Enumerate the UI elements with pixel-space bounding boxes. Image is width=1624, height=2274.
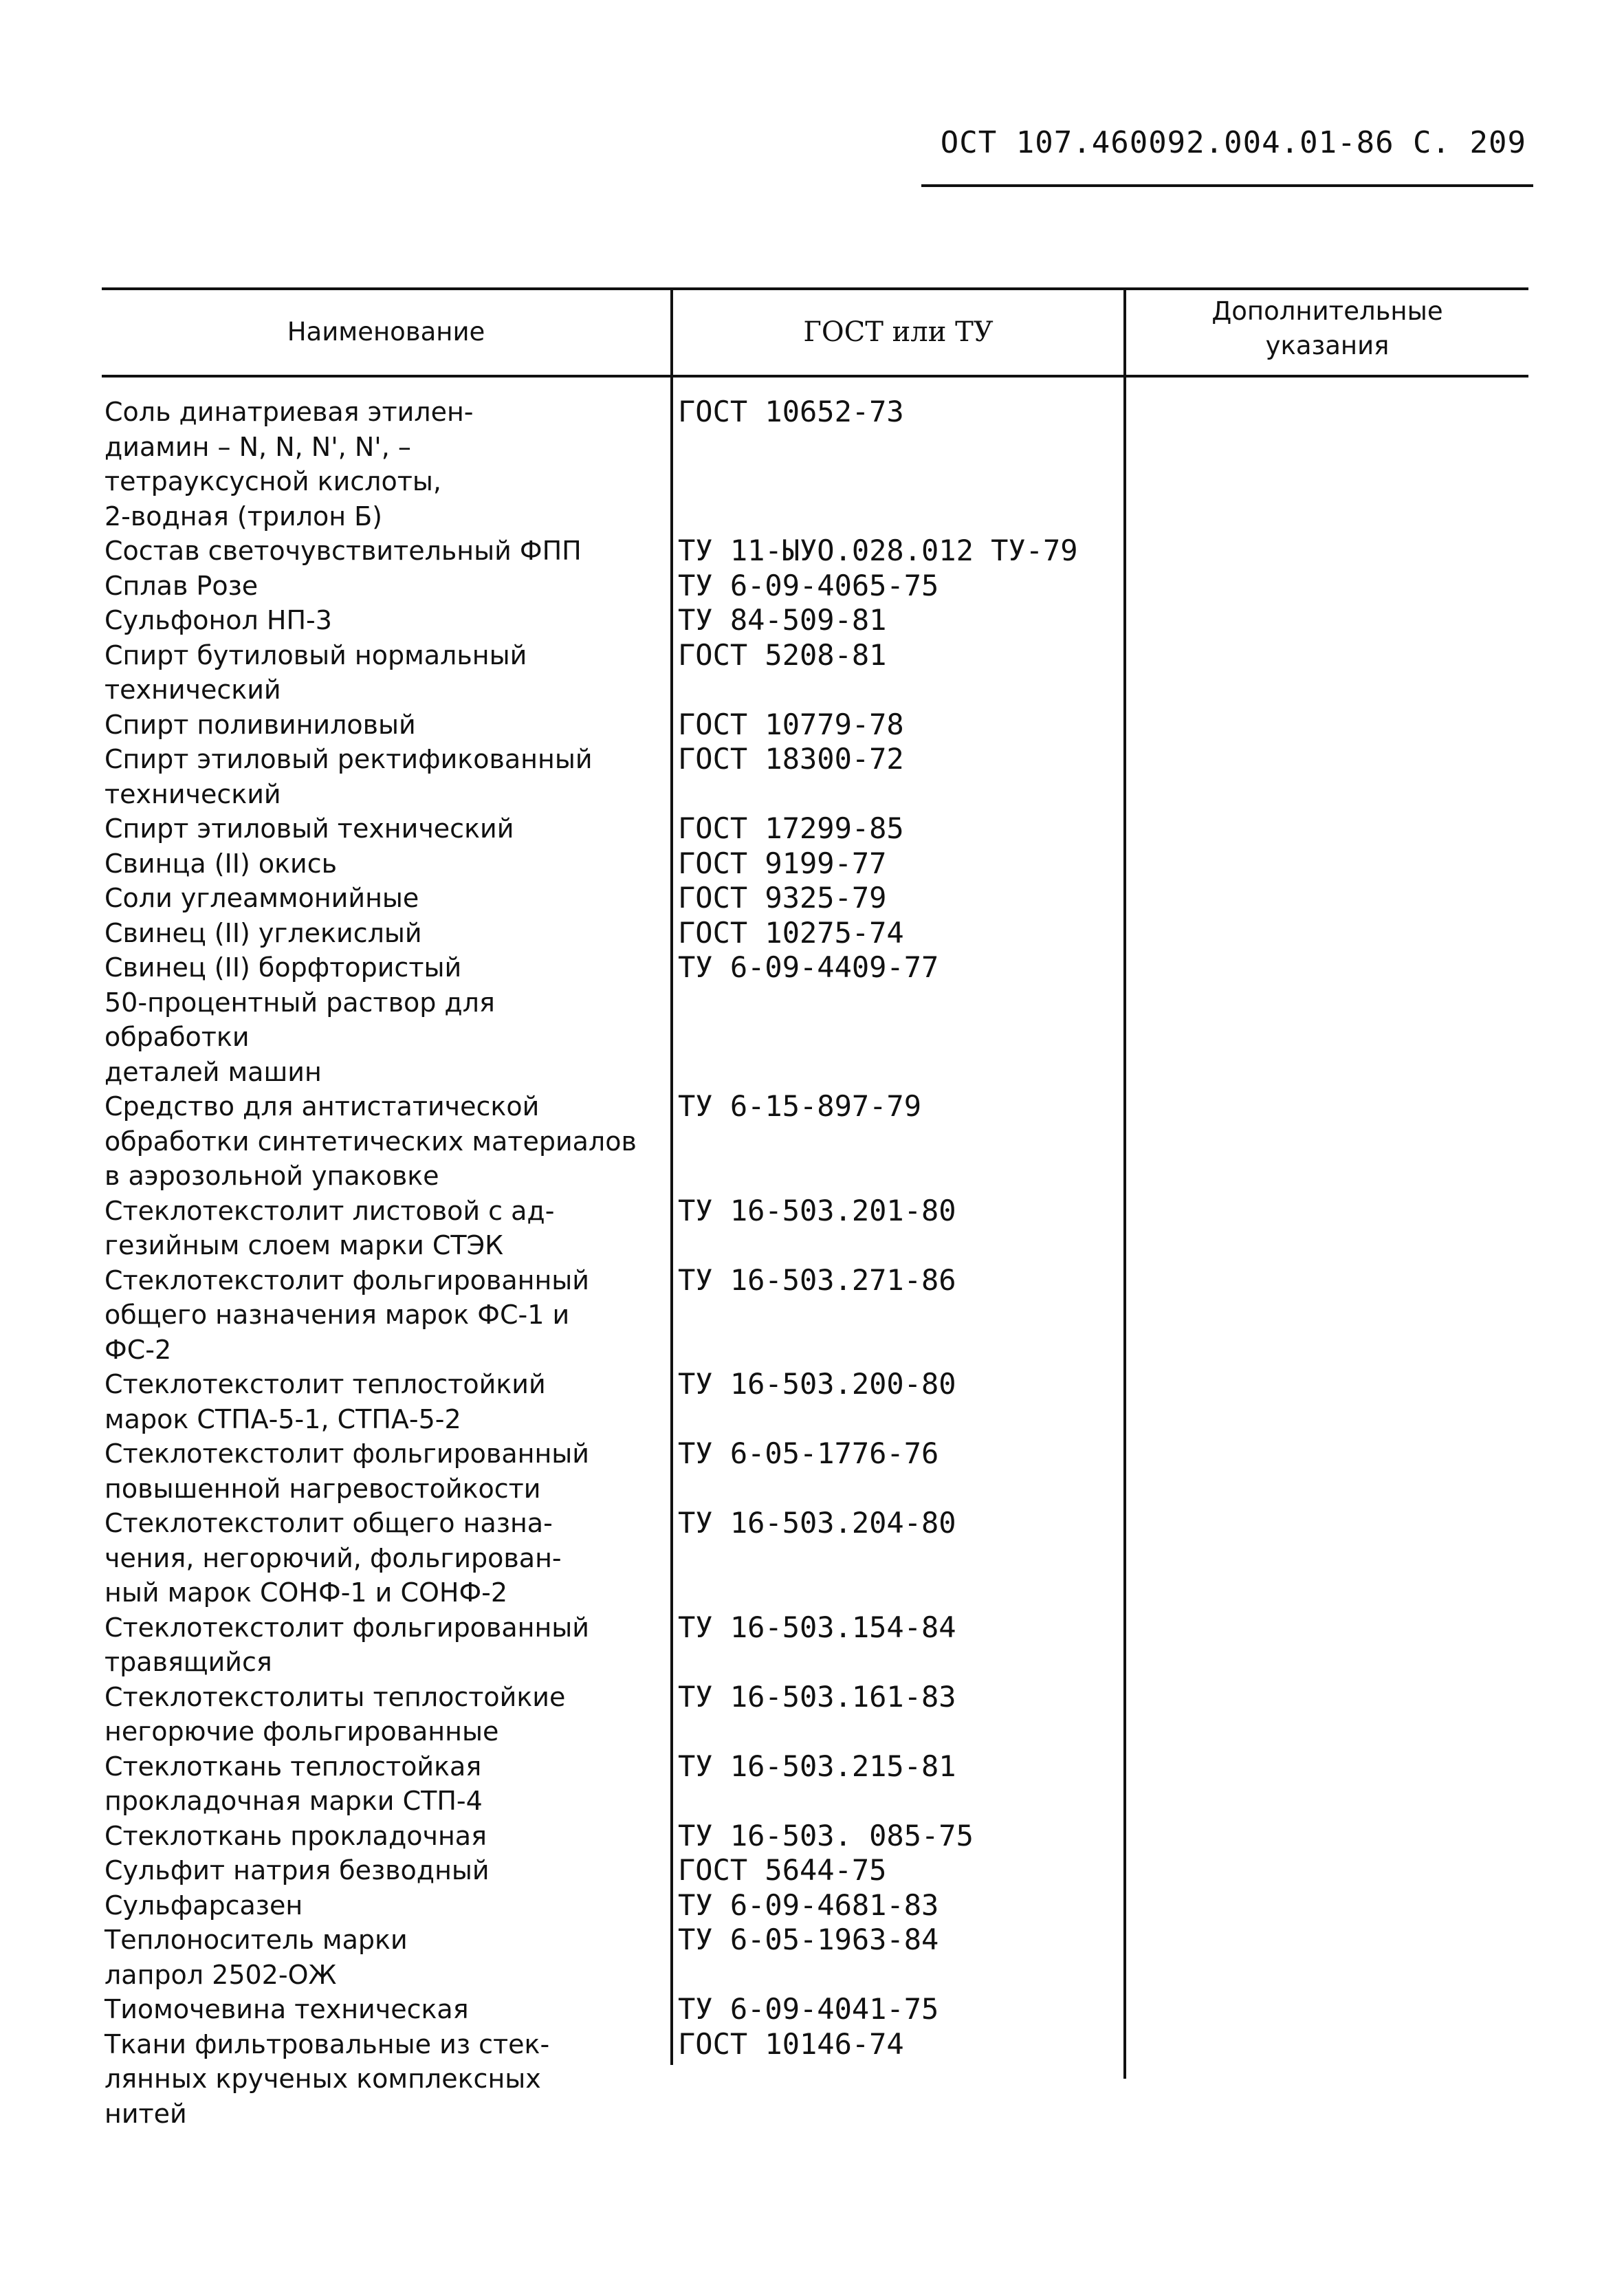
material-name: Стеклотекстолит фольгированный повышенной нагревостойкости	[105, 1439, 590, 1504]
table-row	[102, 811, 1528, 846]
standard-code: ТУ 16-503.154-84	[678, 1610, 956, 1644]
table-row	[102, 534, 1528, 569]
table-row	[102, 846, 1528, 882]
standard-code: ТУ 16-503.215-81	[678, 1749, 956, 1783]
standard-code: ТУ 16-503.204-80	[678, 1506, 956, 1540]
standard-code	[648, 985, 1132, 1090]
table-row	[102, 1749, 1528, 1819]
table-row	[102, 395, 1528, 534]
material-name: Стеклотекстолит общего назна- чения, негорючий, фольгирован- ный марок СОНФ-1 и СОНФ-2	[105, 1508, 562, 1608]
table-header-rule	[102, 375, 1528, 378]
table-row	[102, 1263, 1528, 1368]
table-row	[102, 1853, 1528, 1888]
column-header-name: Наименование	[287, 317, 485, 347]
table-row	[102, 1992, 1528, 2027]
table-row	[102, 1888, 1528, 1923]
material-name: Стеклоткань прокладочная	[105, 1820, 487, 1851]
material-name: Сплав Розе	[105, 570, 259, 601]
standard-code: ГОСТ 10652-73	[678, 395, 904, 428]
table-row	[102, 1436, 1528, 1506]
table-row	[102, 1610, 1528, 1680]
standard-code: ТУ 16-503.200-80	[678, 1367, 956, 1401]
table-row	[102, 881, 1528, 916]
standard-code: ТУ 6-09-4409-77	[678, 950, 939, 984]
standard-code: ГОСТ 17299-85	[678, 811, 904, 845]
material-name: Свинец (II) углекислый	[105, 917, 422, 948]
material-name: Спирт бутиловый нормальный технический	[105, 639, 527, 705]
standard-code: ГОСТ 10779-78	[678, 707, 904, 741]
standard-code: ТУ 16-503.161-83	[678, 1679, 956, 1714]
material-name: Сульфонол НП-3	[105, 605, 332, 635]
material-name: Спирт этиловый ректификованный технический	[105, 744, 593, 809]
standard-code: ТУ 84-509-81	[678, 603, 887, 637]
table-row	[102, 1680, 1528, 1749]
material-name: Средство для антистатической обработки синтетических материалов в аэрозольной упаковке	[105, 1091, 637, 1191]
material-name: Спирт этиловый технический	[105, 813, 514, 844]
table-row	[102, 1194, 1528, 1263]
material-name: Спирт поливиниловый	[105, 709, 416, 740]
material-name: Тиомочевина техническая	[105, 1994, 469, 2024]
column-header-gost: ГОСТ или ТУ	[803, 316, 994, 348]
material-name: Свинец (II) борфтористый	[105, 952, 462, 983]
material-name: Соль динатриевая этилен- диамин – N, N, N', N', – тетрауксусной кислоты, 2-водная (трилон Б)	[105, 397, 474, 532]
table-row	[102, 1089, 1528, 1194]
table-row	[102, 638, 1528, 708]
standard-code: ТУ 16-503.271-86	[678, 1262, 956, 1297]
standard-code: ТУ 11-ЫУО.028.012 ТУ-79	[678, 534, 1078, 567]
standard-code: ТУ 6-05-1776-76	[678, 1436, 939, 1470]
standard-code: ГОСТ 18300-72	[678, 742, 904, 776]
material-name: Стеклоткань теплостойкая прокладочная марки СТП-4	[105, 1751, 483, 1816]
material-name: Сульфарсазен	[105, 1890, 303, 1921]
header-rule	[921, 184, 1533, 187]
table-body	[102, 395, 1528, 2131]
standard-code: ГОСТ 9325-79	[678, 881, 887, 915]
table-row	[102, 708, 1528, 743]
material-name: Стеклотекстолит фольгированный общего назначения марок ФС-1 и ФС-2	[105, 1265, 590, 1365]
table-row	[102, 2027, 1528, 2132]
standard-code: ГОСТ 10275-74	[678, 915, 904, 950]
standard-code: ТУ 16-503. 085-75	[678, 1818, 974, 1852]
material-name: Стеклотекстолит теплостойкий марок СТПА-5-1, СТПА-5-2	[105, 1369, 546, 1434]
material-name: 50-процентный раствор для обработки деталей машин	[105, 987, 495, 1087]
material-name: Ткани фильтровальные из стек- лянных крученых комплексных нитей	[105, 2029, 550, 2129]
table-row	[102, 569, 1528, 604]
standard-code: ТУ 6-05-1963-84	[678, 1923, 939, 1956]
material-name: Стеклотекстолиты теплостойкие негорючие фольгированные	[105, 1681, 566, 1747]
standard-code: ГОСТ 5644-75	[678, 1853, 887, 1887]
standard-code: ТУ 6-09-4065-75	[678, 568, 939, 602]
material-name: Стеклотекстолит листовой с ад- гезийным слоем марки СТЭК	[105, 1195, 555, 1260]
table-row	[102, 1367, 1528, 1436]
standard-code: ГОСТ 9199-77	[678, 846, 887, 880]
material-name: Теплоноситель марки лапрол 2502-ОЖ	[105, 1925, 408, 1990]
table-row	[102, 603, 1528, 638]
table-top-rule	[102, 287, 1528, 290]
table-row	[102, 916, 1528, 951]
material-name: Сульфит натрия безводный	[105, 1855, 490, 1885]
material-name: Соли углеаммонийные	[105, 883, 419, 913]
table-row	[102, 742, 1528, 811]
material-name: Свинца (II) окись	[105, 848, 338, 879]
standard-code: ТУ 6-09-4041-75	[678, 1992, 939, 2026]
table-row	[102, 950, 1528, 985]
standard-code: ГОСТ 5208-81	[678, 637, 887, 672]
standard-code: ТУ 16-503.201-80	[678, 1193, 956, 1227]
table-row	[102, 1506, 1528, 1610]
table-row	[102, 985, 1528, 1090]
document-reference: ОСТ 107.460092.004.01-86 С. 209	[940, 125, 1526, 160]
standard-code: ТУ 6-15-897-79	[678, 1089, 922, 1123]
material-name: Стеклотекстолит фольгированный травящийся	[105, 1612, 590, 1677]
material-name: Состав светочувствительный ФПП	[105, 536, 582, 566]
table-row	[102, 1819, 1528, 1854]
standard-code: ГОСТ 10146-74	[678, 2026, 904, 2061]
column-header-notes: Дополнительные указания	[1211, 296, 1443, 360]
materials-table	[102, 287, 1528, 2129]
table-row	[102, 1923, 1528, 1992]
standard-code: ТУ 6-09-4681-83	[678, 1888, 939, 1922]
